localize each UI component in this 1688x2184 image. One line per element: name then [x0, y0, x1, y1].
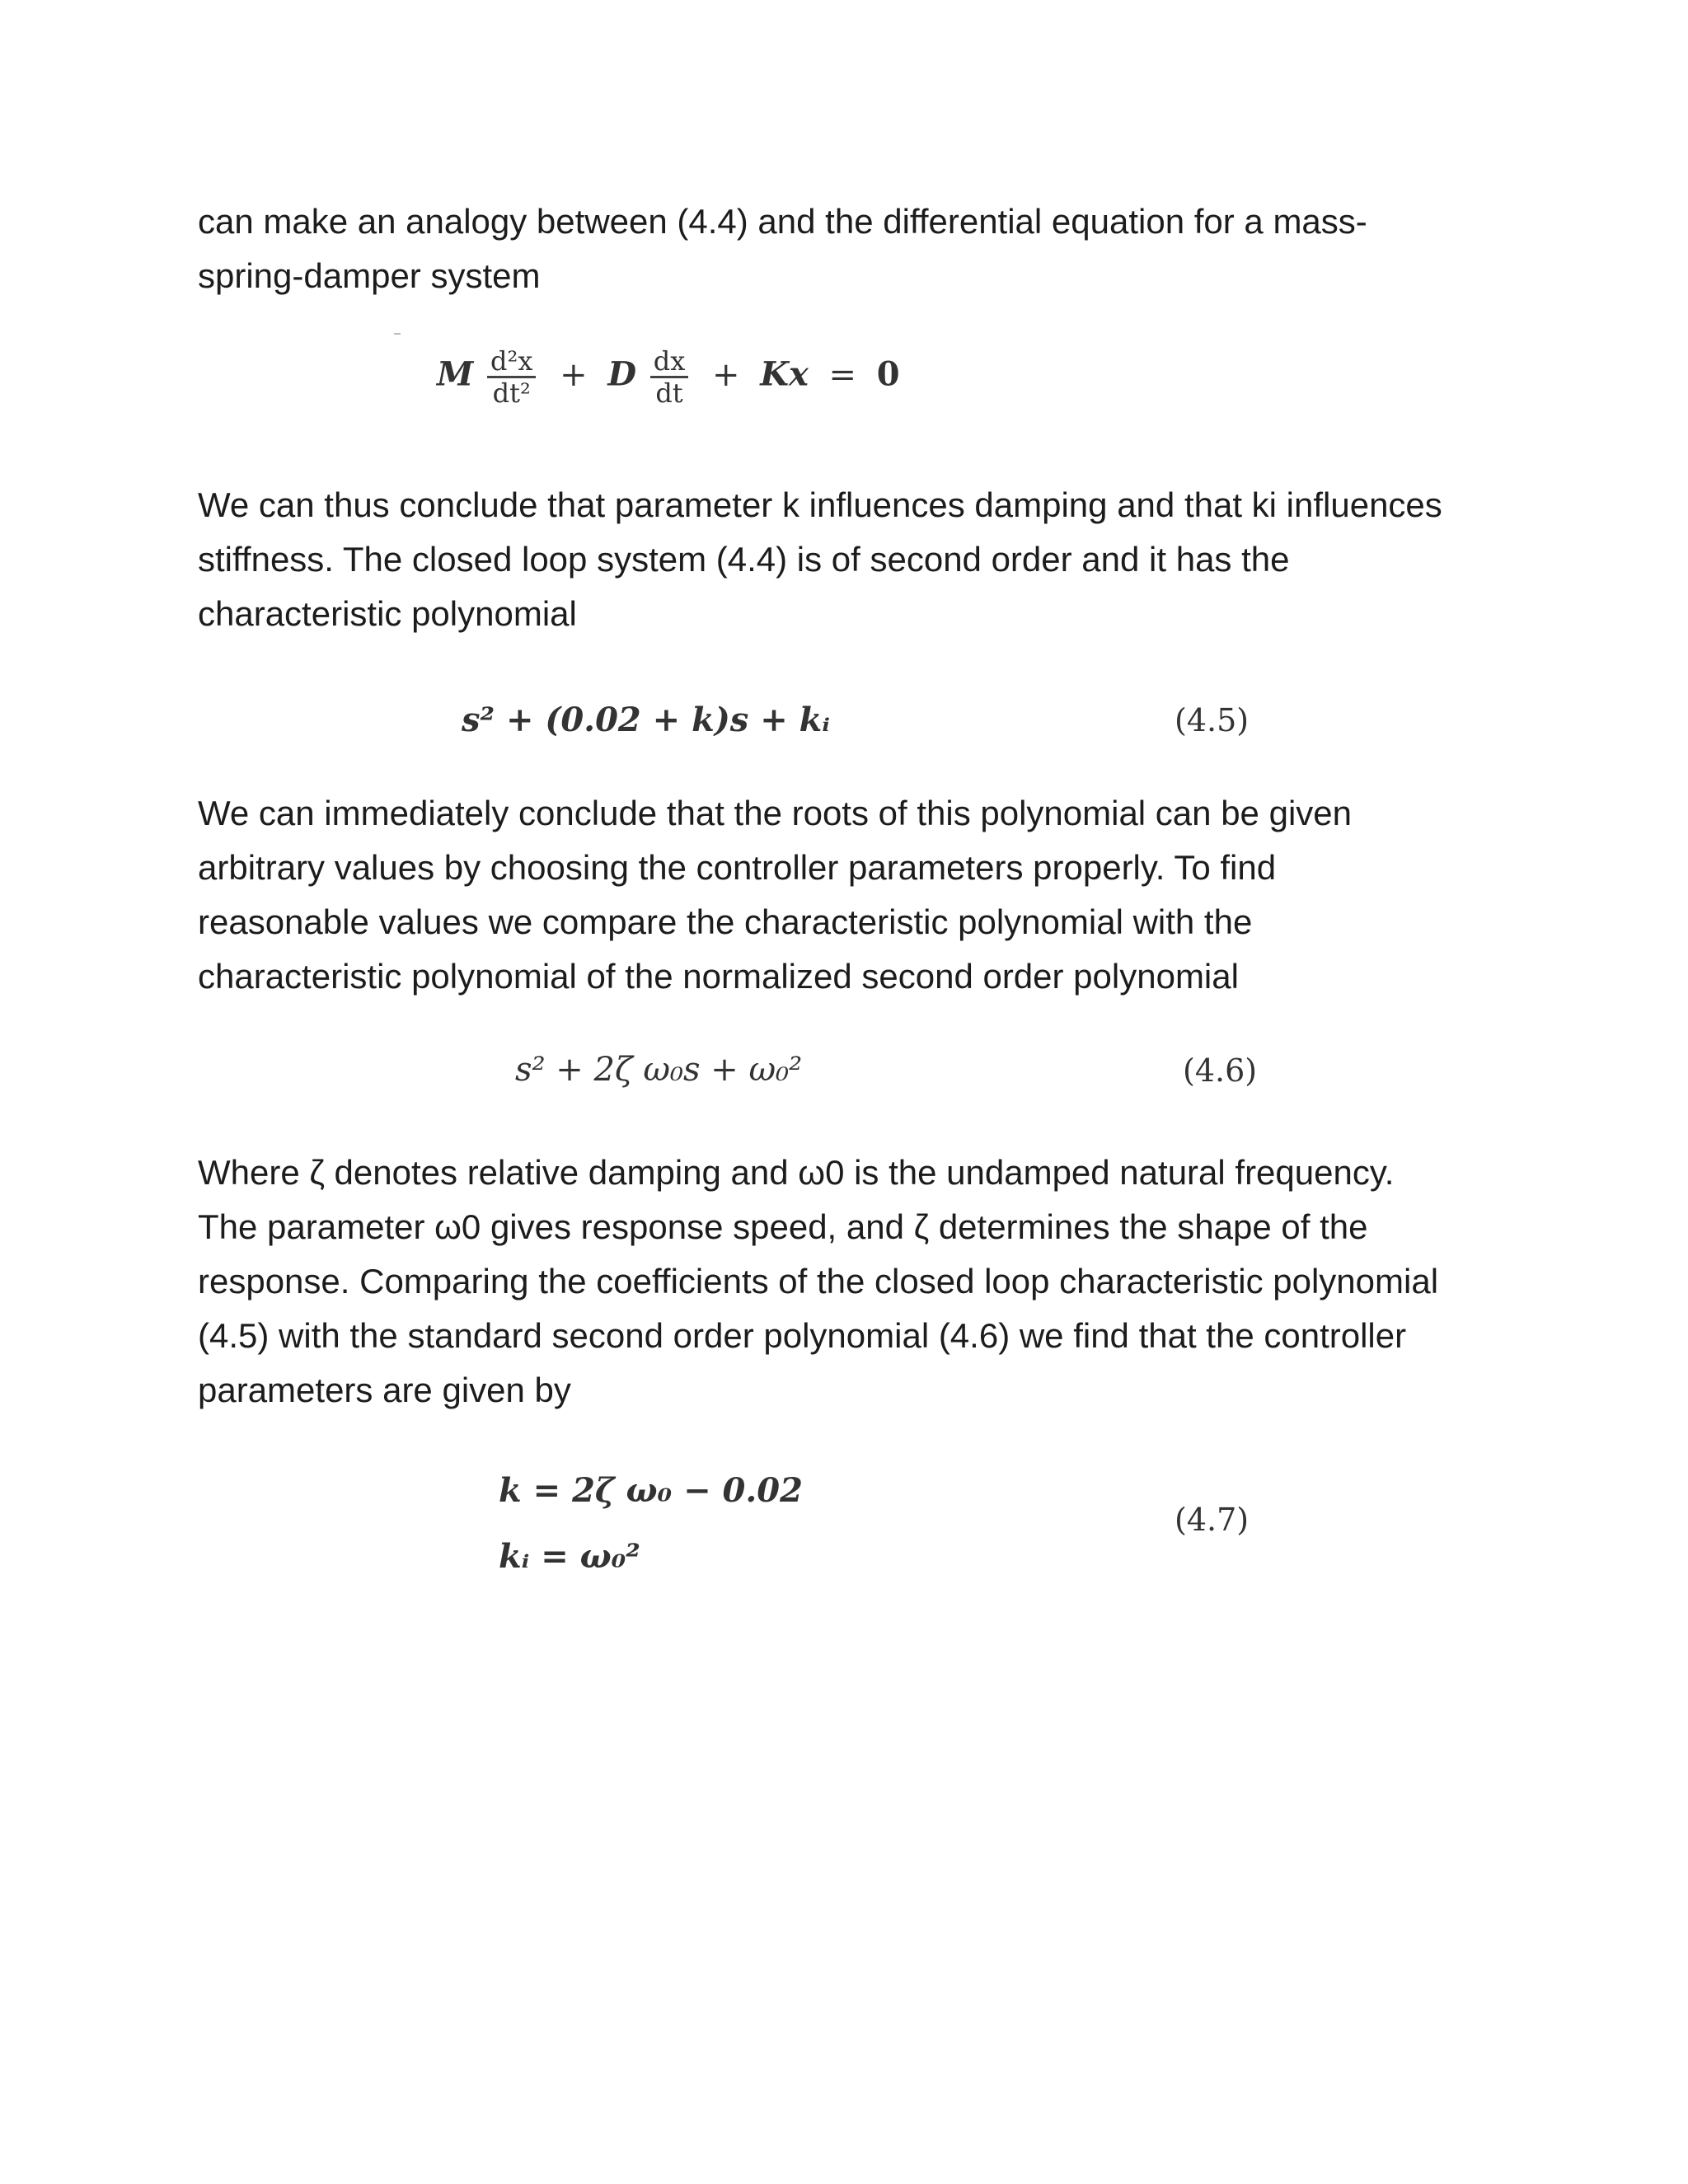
eq-operator-equals: =	[828, 355, 857, 394]
eq-term-kx: Kx	[760, 354, 809, 394]
fraction-second-derivative	[487, 346, 536, 408]
text-line: arbitrary values by choosing the controller parameters properly. To find	[198, 848, 1277, 887]
text-line: characteristic polynomial	[198, 594, 577, 633]
eq-zero: 0	[876, 354, 900, 394]
equation-4-7-line-2	[499, 1537, 640, 1576]
paragraph-conclusion	[198, 478, 1500, 641]
equation-number-4-5: (4.5)	[1175, 702, 1250, 738]
eq-symbol-d: D	[607, 354, 636, 394]
eq-operator-plus: +	[560, 355, 588, 394]
equation-text: kᵢ = ω₀²	[499, 1537, 640, 1576]
text-line: can make an analogy between (4.4) and the differential equation for a mass-	[198, 202, 1367, 241]
text-line: We can immediately conclude that the roots of this polynomial can be given	[198, 794, 1352, 832]
fraction-denominator: dt²	[492, 377, 531, 409]
text-line: (4.5) with the standard second order polynomial (4.6) we find that the controller	[198, 1316, 1407, 1355]
fraction-denominator: dt	[655, 377, 683, 409]
fraction-numerator: d²x	[487, 346, 536, 378]
equation-number-4-7: (4.7)	[1175, 1502, 1250, 1538]
text-line: response. Comparing the coefficients of the closed loop characteristic polynomial	[198, 1262, 1439, 1301]
paragraph-roots	[198, 786, 1500, 1004]
equation-number-4-6: (4.6)	[1183, 1052, 1258, 1089]
equation-text: k = 2ζ ω₀ − 0.02	[499, 1471, 803, 1510]
equation-text: s² + (0.02 + k)s + kᵢ	[462, 701, 830, 739]
eq-operator-plus: +	[711, 355, 740, 394]
eq-symbol-m: M	[437, 354, 474, 394]
equation-4-5	[462, 701, 830, 739]
text-line: parameters are given by	[198, 1371, 571, 1409]
text-line: spring-damper system	[198, 256, 541, 295]
equation-4-7-line-1	[499, 1471, 803, 1510]
text-line: stiffness. The closed loop system (4.4) is of second order and it has the	[198, 540, 1290, 579]
paragraph-damping	[198, 1146, 1500, 1418]
fraction-first-derivative	[650, 346, 689, 408]
equation-4-6	[515, 1051, 802, 1089]
stray-mark	[394, 333, 401, 335]
text-line: We can thus conclude that parameter k influences damping and that ki influences	[198, 485, 1442, 524]
equation-mass-spring-damper	[437, 346, 900, 408]
text-line: characteristic polynomial of the normalized second order polynomial	[198, 957, 1239, 996]
text-line: The parameter ω0 gives response speed, and ζ determines the shape of the	[198, 1207, 1368, 1246]
fraction-numerator: dx	[650, 346, 689, 378]
text-line: reasonable values we compare the characteristic polynomial with the	[198, 902, 1253, 941]
text-line: Where ζ denotes relative damping and ω0 is the undamped natural frequency.	[198, 1153, 1395, 1192]
equation-text: s² + 2ζ ω₀s + ω₀²	[515, 1051, 803, 1089]
paragraph-intro	[198, 194, 1500, 303]
